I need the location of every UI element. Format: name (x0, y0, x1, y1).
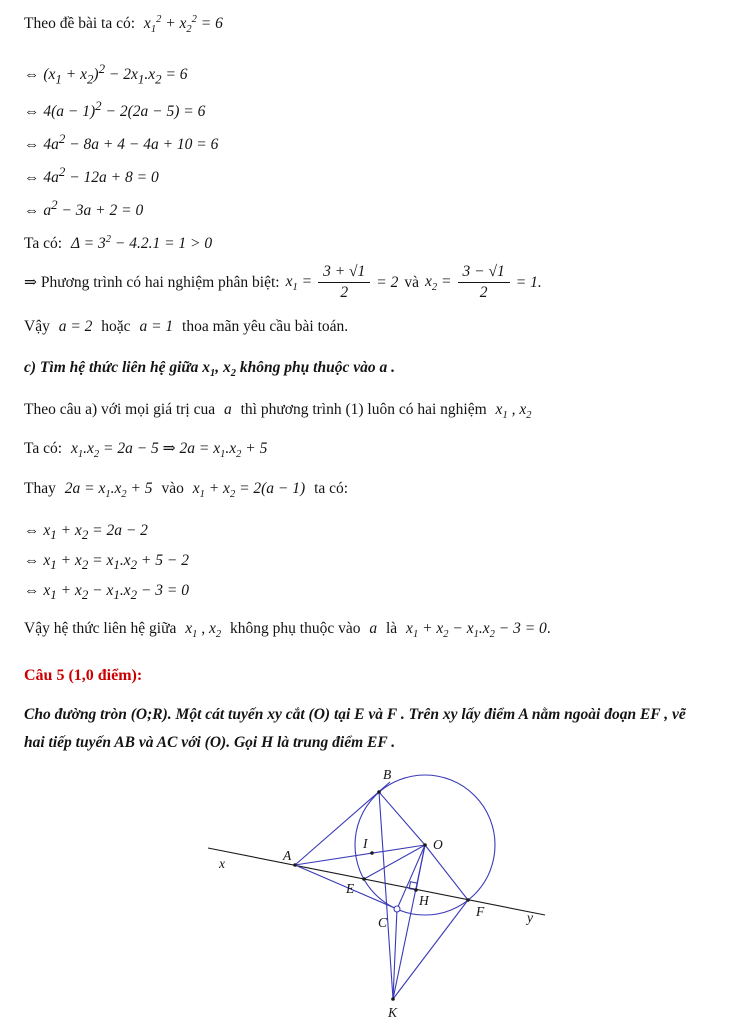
derivation-steps-2 (24, 522, 709, 603)
figure-lines (295, 775, 495, 999)
segment-CK (393, 909, 397, 999)
point-E (362, 877, 366, 881)
math-segment: a = 2 (58, 317, 93, 335)
geometry-figure (0, 764, 737, 1028)
math-segment: $x_1 + x_2 = 2(a - 1)$ (192, 480, 306, 501)
label-x: x (219, 856, 225, 871)
equation-step: ⇔ $x_1 + x_2 = x_1.x_2 + 5 - 2$ (24, 552, 189, 573)
fraction-denominator: 2 (340, 284, 349, 302)
delta-label: Ta có: (24, 235, 63, 253)
intro-math: $x_1^2 + x_2^2 = 6$ (143, 14, 223, 36)
text-segment: . (546, 619, 551, 637)
text-segment: Vậy hệ thức liên hệ giữa (24, 619, 177, 637)
math-segment: a (223, 401, 232, 418)
math-segment: a (369, 619, 378, 637)
radius-OF (425, 845, 468, 900)
cau5-statement: Cho đường tròn (O;R). Một cát tuyến xy cắt (O) tại E và F . Trên xy lấy điểm A nằm ngoài đoạn EF , vẽ hai tiếp tuyến AB và AC với (O). Gọi H là trung điểm EF . (24, 705, 686, 752)
text-segment: ta có: (314, 480, 349, 498)
root1-lhs: $x_1$ = (285, 272, 313, 293)
text-segment: vào (161, 480, 184, 498)
label-E: E (346, 881, 355, 896)
cau5-heading: Câu 5 (1,0 điểm): (24, 666, 143, 684)
point-B (377, 790, 381, 794)
fraction-numerator: 3 + √1 (318, 263, 370, 283)
label-y: y (527, 910, 533, 925)
figure-labels (218, 767, 533, 1020)
segment-OK (393, 845, 425, 999)
fraction-denominator: 2 (479, 284, 488, 302)
point-A (293, 863, 297, 867)
point-K (391, 997, 395, 1001)
roots-line (24, 263, 709, 302)
substitution-line (24, 480, 709, 500)
math-segment: $x_1$ , $x_2$ (495, 401, 532, 422)
equation-step: ⇔ $4a^2 - 8a + 4 - 4a + 10 = 6$ (24, 130, 219, 153)
equation-step: ⇔ $(x_1 + x_2)^2 - 2x_1.x_2 = 6$ (24, 61, 188, 87)
radius-OB (379, 792, 425, 845)
point-H (414, 888, 418, 892)
secant-line-xy (208, 848, 545, 915)
delta-math: $\Delta = 3^2 - 4.2.1 = 1 > 0$ (70, 234, 213, 253)
root2-lhs: $x_2$ = (425, 272, 452, 293)
part-c-heading: c) Tìm hệ thức liên hệ giữa $x_1$, $x_2$ không phụ thuộc vào a . (24, 358, 395, 379)
point-I (370, 851, 374, 855)
intro-label: Theo đề bài ta có: (24, 15, 136, 33)
label-K: K (388, 1005, 398, 1020)
text-segment: không phụ thuộc vào (230, 619, 361, 637)
label-C: C (378, 915, 388, 930)
fraction-root1 (318, 263, 370, 302)
text-segment: Thay (24, 480, 56, 498)
delta-line (24, 234, 709, 253)
math-segment: a = 1 (139, 317, 174, 335)
intro-line (24, 14, 709, 35)
text-segment: Theo câu a) với mọi giá trị cua (24, 401, 216, 418)
conclusion-relation-line (24, 620, 709, 640)
product-label: Ta có: (24, 440, 63, 458)
label-I: I (363, 836, 368, 851)
text-segment: thoa mãn yêu cầu bài toán. (182, 317, 349, 335)
derivation-steps-1 (24, 61, 709, 220)
math-segment: $x_1 + x_2 - x_1.x_2 - 3 = 0$ (406, 619, 547, 640)
roots-prefix: ⇒ Phương trình có hai nghiệm phân biệt: (24, 274, 280, 292)
equation-step: ⇔ $4a^2 - 12a + 8 = 0$ (24, 163, 159, 186)
roots-and: và (404, 273, 420, 291)
product-line (24, 439, 709, 460)
text-segment: Vậy (24, 317, 50, 335)
equation-step: ⇔ $x_1 + x_2 = 2a - 2$ (24, 522, 148, 543)
label-F: F (476, 904, 485, 919)
root1-value: = 2 (376, 273, 399, 291)
math-solution-document (24, 14, 709, 1033)
fraction-numerator: 3 − √1 (458, 263, 510, 283)
root2-value: = 1. (515, 273, 542, 291)
fraction-root2 (458, 263, 510, 302)
text-segment: thì phương trình (1) luôn có hai nghiệm (240, 401, 487, 418)
label-H: H (419, 893, 429, 908)
equation-step: ⇔ $4(a - 1)^2 - 2(2a - 5) = 6$ (24, 97, 206, 120)
label-A: A (283, 848, 292, 863)
math-segment: $2a = x_1.x_2 + 5$ (64, 480, 153, 501)
equation-step: ⇔ $a^2 - 3a + 2 = 0$ (24, 196, 144, 220)
point-O (423, 843, 427, 847)
text-segment: là (385, 619, 398, 637)
math-segment: $x_1$ , $x_2$ (185, 619, 222, 640)
point-F (466, 898, 470, 902)
conclusion-a-line (24, 318, 709, 336)
equation-step: ⇔ $x_1 + x_2 - x_1.x_2 - 3 = 0$ (24, 582, 189, 603)
part-c-intro-line (24, 401, 709, 421)
point-marker-C (394, 906, 400, 912)
label-B: B (383, 767, 392, 782)
label-O: O (433, 837, 443, 852)
text-segment: hoặc (101, 317, 131, 335)
segment-BK (379, 792, 393, 999)
product-math: $x_1.x_2 = 2a - 5$ ⇒ $2a = x_1.x_2 + 5$ (70, 440, 268, 461)
